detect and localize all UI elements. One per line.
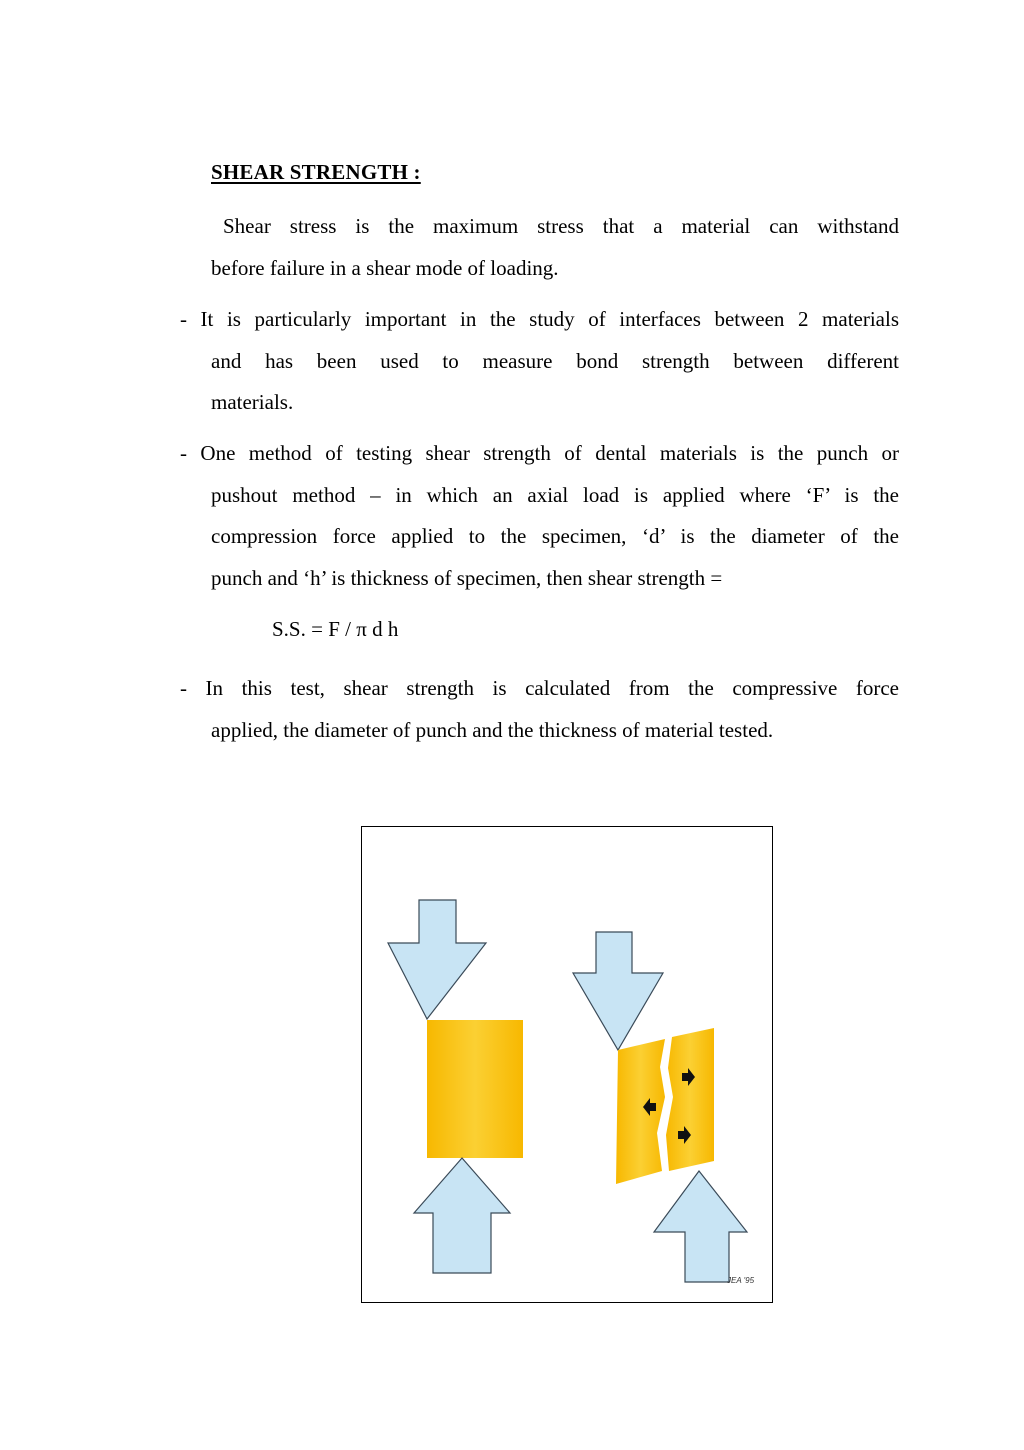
shear-strength-formula: S.S. = F / π d h [272, 617, 399, 641]
shear-test-figure [361, 826, 773, 1303]
left-specimen-block [427, 1020, 523, 1158]
shear-test-diagram [362, 827, 771, 1301]
figure-signature: JEA '95 [727, 1276, 755, 1285]
left-bottom-up-arrow [414, 1158, 510, 1273]
bullet-1-line-3: materials. [211, 390, 294, 414]
bullet-2-line-4: punch and ‘h’ is thickness of specimen, then shear strength = [211, 565, 723, 590]
intro-paragraph [211, 206, 899, 289]
bullet-2-line-3: compression force applied to the specimen, ‘d’ is the diameter of the [211, 524, 899, 548]
right-specimen-left-half [616, 1039, 665, 1184]
intro-line-1: Shear stress is the maximum stress that a material can withstand [223, 214, 899, 238]
bullet-3-line-1: - In this test, shear strength is calculated from the compressive force [180, 676, 899, 700]
bullet-1-line-2: and has been used to measure bond strength between different [211, 348, 899, 373]
bullet-2-line-2: pushout method – in which an axial load is applied where ‘F’ is the [211, 482, 899, 507]
bullet-paragraph-1 [180, 299, 899, 424]
bullet-paragraph-2 [180, 433, 899, 599]
right-bottom-up-arrow [654, 1171, 747, 1282]
right-top-down-arrow [573, 932, 663, 1050]
bullet-paragraph-3 [180, 668, 899, 751]
bullet-3-line-2: applied, the diameter of punch and the thickness of material tested. [211, 717, 774, 742]
left-top-arrow-shape [388, 900, 486, 1019]
bullet-1-line-1: - It is particularly important in the study of interfaces between 2 materials [180, 307, 899, 331]
right-specimen-right-half [666, 1028, 714, 1171]
intro-line-2: before failure in a shear mode of loading. [211, 255, 559, 280]
bullet-2-line-1: - One method of testing shear strength of dental materials is the punch or [180, 441, 899, 465]
section-heading: SHEAR STRENGTH : [211, 160, 421, 184]
